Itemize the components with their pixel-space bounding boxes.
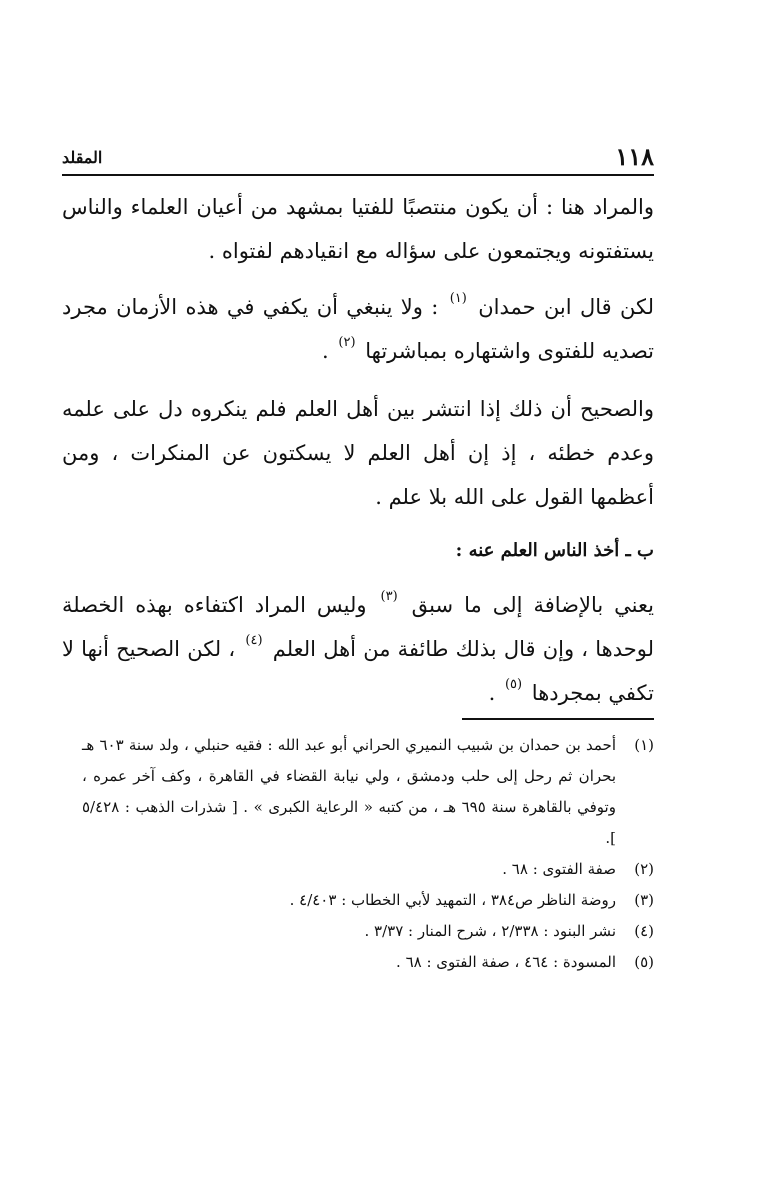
paragraph-text: ، لكن الصحيح أنها لا تكفي بمجردها (62, 637, 654, 705)
page-number: ١١٨ (615, 142, 654, 171)
footnote-text: أحمد بن حمدان بن شبيب النميري الحراني أبو عبد الله : فقيه حنبلي ، ولد سنة ٦٠٣ هـ بحران ثم رحل إلى حلب ودمشق ، ولي نيابة القضاء في القاهرة ، وكف آخر عمره ، وتوفي بالقاهرة سنة ٦٩٥ هـ ، من كتبه « الرعاية الكبرى » . [ شذرات الذهب : ٥/٤٢٨ ]. (82, 736, 617, 847)
header-rule (62, 174, 654, 176)
paragraph-taking-knowledge (62, 583, 654, 715)
footnote-number: (٥) (634, 953, 654, 971)
footnote-text: صفة الفتوى : ٦٨ . (502, 860, 616, 878)
paragraph-definition: والمراد هنا : أن يكون منتصبًا للفتيا بمشهد من أعيان العلماء والناس يستفتونه ويجتمعون على سؤاله مع انقيادهم لفتواه . (62, 195, 654, 263)
paragraph-text: . (488, 681, 496, 705)
section-heading: ب ـ أخذ الناس العلم عنه : (455, 540, 654, 561)
footnote-item (82, 854, 654, 885)
paragraph-text: لكن قال ابن حمدان (478, 295, 654, 319)
paragraph-text: وليس المراد اكتفاءه بهذه الخصلة لوحدها ، وإن قال بذلك طائفة من أهل العلم (62, 593, 655, 661)
footnote-ref-1: (١) (449, 291, 467, 306)
footnote-text: المسودة : ٤٦٤ ، صفة الفتوى : ٦٨ . (396, 953, 616, 971)
footnote-text: روضة الناظر ص٣٨٤ ، التمهيد لأبي الخطاب : ٤/٤٠٣ . (289, 891, 616, 909)
footnote-ref-2: (٢) (338, 335, 356, 350)
running-title: المقلد (62, 148, 103, 167)
footnotes (82, 730, 654, 978)
footnote-ref-3: (٣) (380, 589, 398, 604)
footnote-item (82, 916, 654, 947)
footnote-item (82, 947, 654, 978)
page-header (62, 142, 654, 174)
footnote-item (82, 885, 654, 916)
footnote-number: (٤) (634, 922, 654, 940)
footnote-number: (٣) (634, 891, 654, 909)
paragraph-text: يعني بالإضافة إلى ما سبق (411, 593, 654, 617)
paragraph-text: : ولا ينبغي أن يكفي في هذه الأزمان مجرد تصديه للفتوى واشتهاره بمباشرتها (62, 295, 654, 363)
main-text (62, 185, 654, 729)
paragraph-text: . (322, 339, 329, 363)
paragraph-correct-view: والصحيح أن ذلك إذا انتشر بين أهل العلم فلم ينكروه دل على علمه وعدم خطئه ، إذ إن أهل العلم لا يسكتون عن المنكرات ، ومن أعظمها القول على الله بلا علم . (62, 397, 654, 509)
footnote-ref-4: (٤) (245, 633, 263, 648)
footnote-number: (٢) (634, 860, 654, 878)
footnote-ref-5: (٥) (504, 677, 523, 692)
footnote-number: (١) (634, 736, 654, 754)
footnote-item (82, 730, 654, 854)
footnote-separator (462, 718, 654, 720)
footnote-text: نشر البنود : ٢/٣٣٨ ، شرح المنار : ٣/٣٧ . (364, 922, 616, 940)
paragraph-ibn-hamdan (62, 285, 654, 373)
